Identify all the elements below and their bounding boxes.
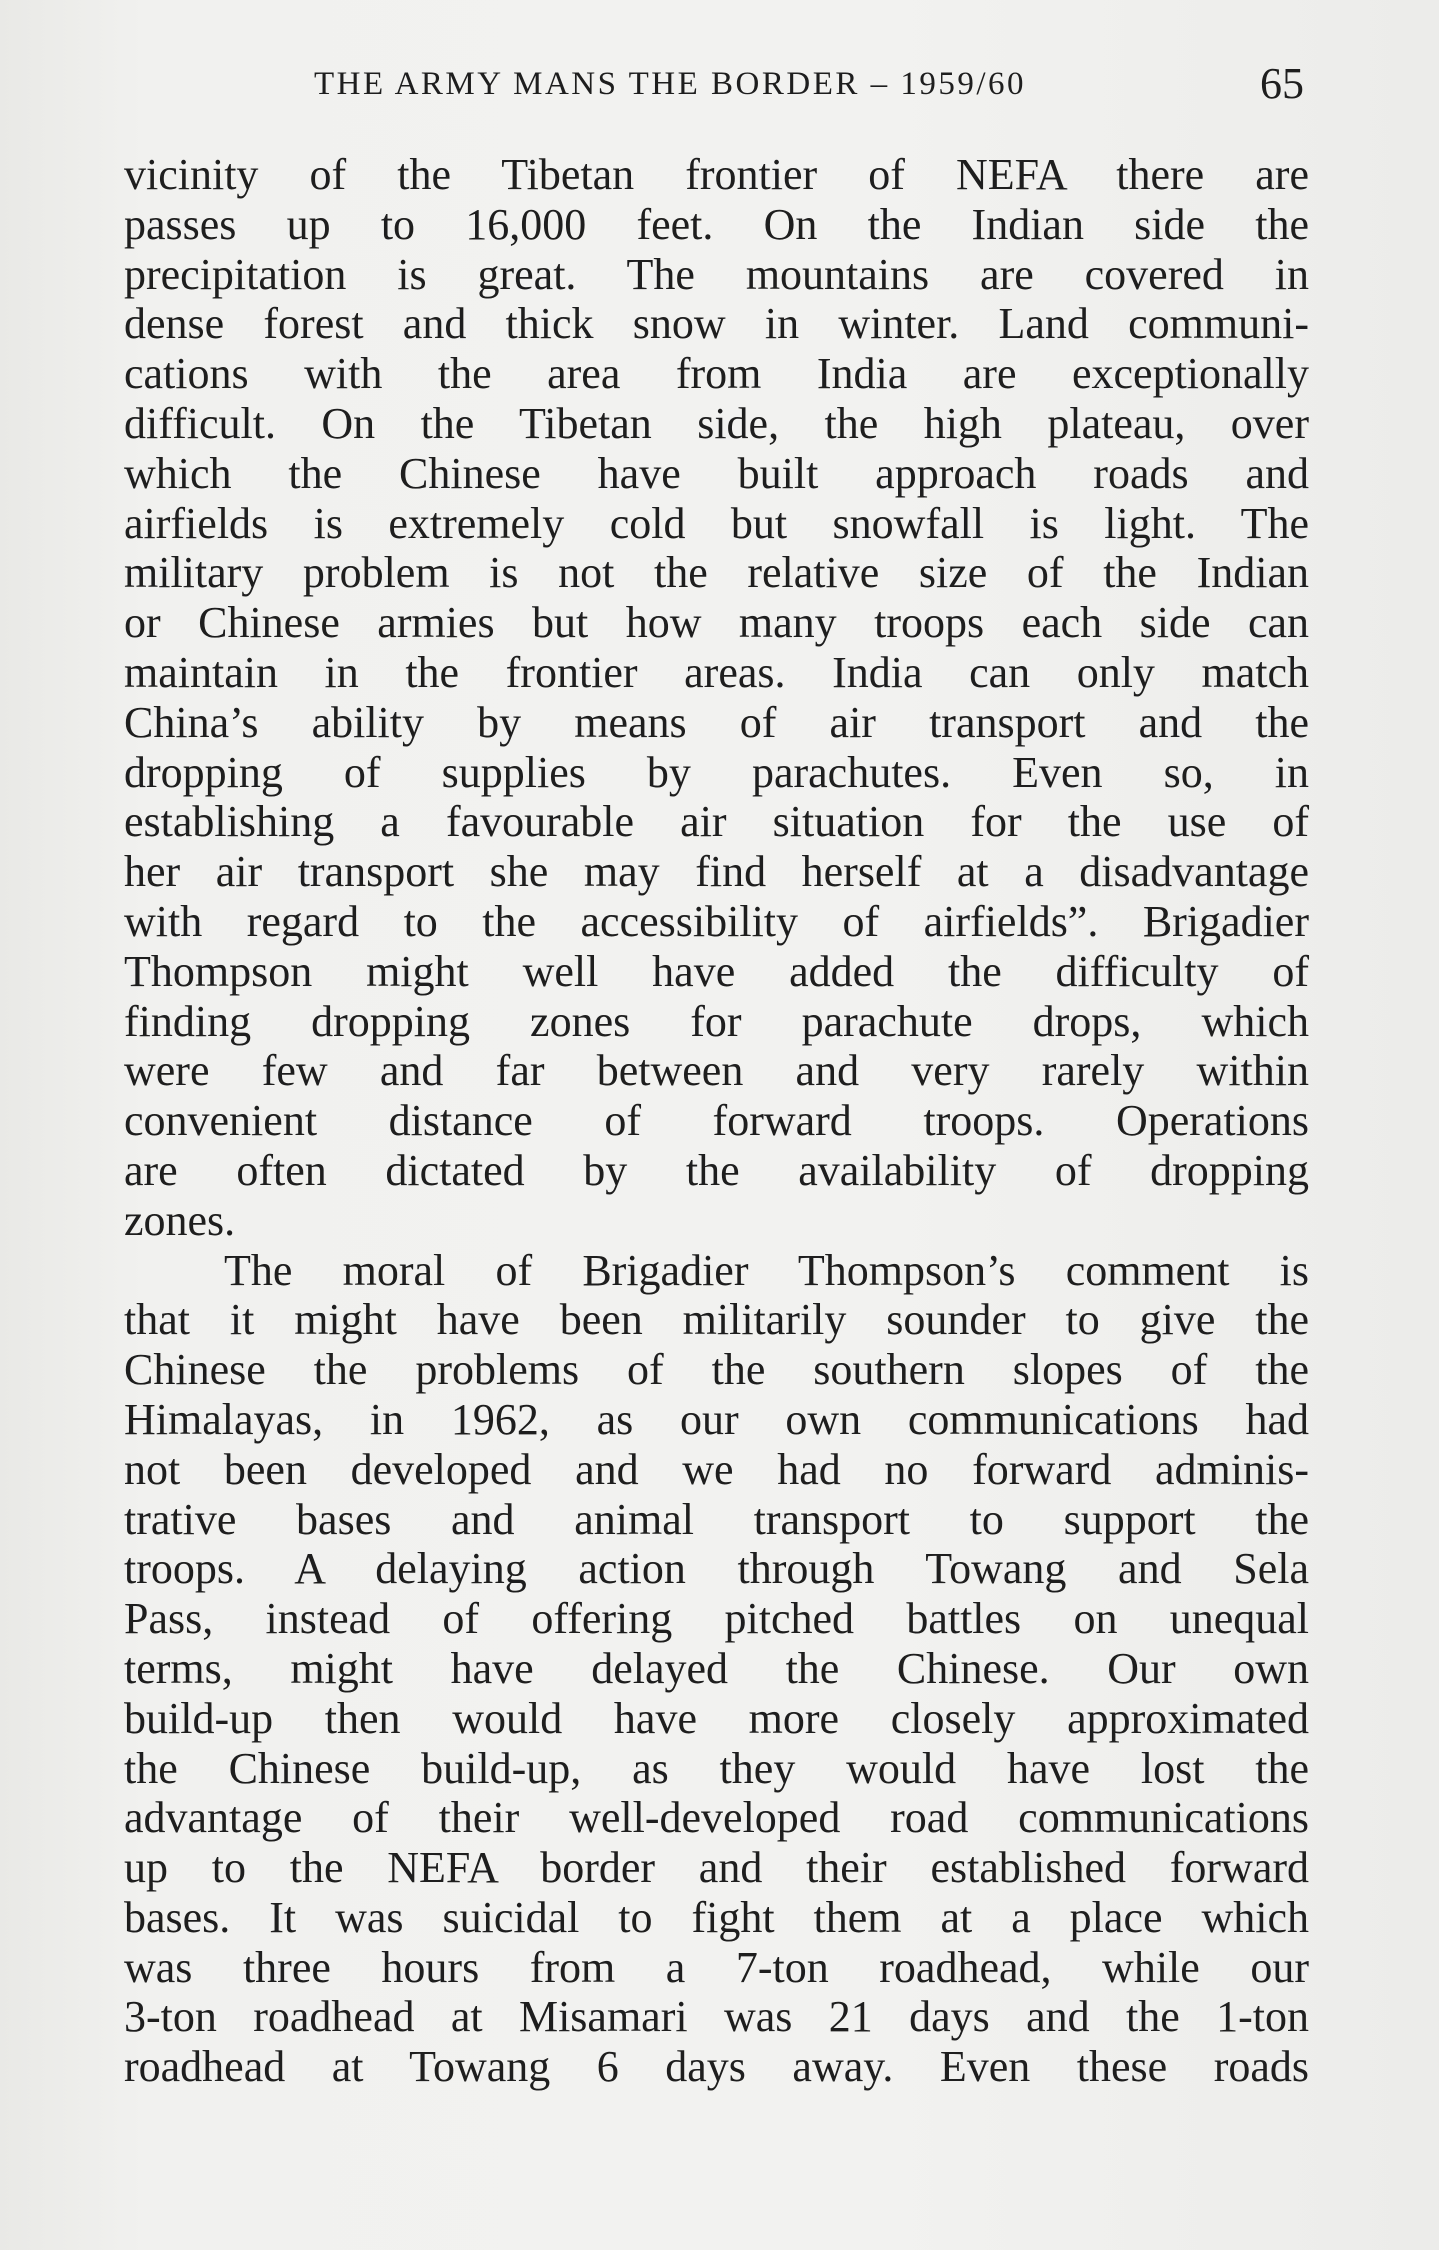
text-line: dropping of supplies by parachutes. Even so, in	[124, 747, 1309, 797]
text-line: cations with the area from India are exceptionally	[124, 349, 1309, 399]
text-line: vicinity of the Tibetan frontier of NEFA there are	[124, 150, 1309, 199]
text-line: roadhead at Towang 6 days away. Even these roads	[124, 2042, 1309, 2092]
text-line: Pass, instead of offering pitched battles on unequal	[124, 1594, 1309, 1644]
text-line: establishing a favourable air situation for the use of	[124, 797, 1309, 847]
text-line: were few and far between and very rarely within	[124, 1046, 1309, 1096]
paragraph	[124, 150, 1309, 1246]
text-line: Thompson might well have added the difficulty of	[124, 946, 1309, 996]
text-line: convenient distance of forward troops. Operations	[124, 1096, 1309, 1146]
text-line: are often dictated by the availability of dropping	[124, 1145, 1309, 1195]
text-line: that it might have been militarily sounder to give the	[124, 1295, 1309, 1345]
text-line: the Chinese build-up, as they would have lost the	[124, 1743, 1309, 1793]
text-line: military problem is not the relative size of the Indian	[124, 548, 1309, 598]
text-line: her air transport she may find herself at a disadvantage	[124, 847, 1309, 897]
text-line: 3-ton roadhead at Misamari was 21 days and the 1-ton	[124, 1992, 1309, 2042]
body-text	[124, 150, 1309, 2092]
text-line: passes up to 16,000 feet. On the Indian side the	[124, 199, 1309, 249]
text-line: maintain in the frontier areas. India can only match	[124, 647, 1309, 697]
text-line: advantage of their well-developed road communications	[124, 1793, 1309, 1843]
text-line: trative bases and animal transport to support the	[124, 1494, 1309, 1544]
running-title: THE ARMY MANS THE BORDER – 1959/60	[314, 66, 1027, 102]
text-line: Himalayas, in 1962, as our own communications had	[124, 1394, 1309, 1444]
text-line: The moral of Brigadier Thompson’s comment is	[224, 1245, 1309, 1295]
text-line: dense forest and thick snow in winter. Land communi-	[124, 299, 1309, 349]
text-line: was three hours from a 7-ton roadhead, while our	[124, 1942, 1309, 1992]
text-line: not been developed and we had no forward adminis-	[124, 1444, 1309, 1494]
text-line: troops. A delaying action through Towang and Sela	[124, 1544, 1309, 1594]
text-line: difficult. On the Tibetan side, the high plateau, over	[124, 398, 1309, 448]
text-line: which the Chinese have built approach roads and	[124, 448, 1309, 498]
running-head	[124, 58, 1304, 108]
text-line: or Chinese armies but how many troops each side can	[124, 598, 1309, 648]
text-line: China’s ability by means of air transport and the	[124, 697, 1309, 747]
paragraph	[124, 1246, 1309, 2093]
text-line: bases. It was suicidal to fight them at a place which	[124, 1892, 1309, 1942]
text-line: precipitation is great. The mountains are covered in	[124, 249, 1309, 299]
text-line: terms, might have delayed the Chinese. Our own	[124, 1643, 1309, 1693]
text-line: finding dropping zones for parachute drops, which	[124, 996, 1309, 1046]
page-number: 65	[1260, 59, 1304, 108]
text-line: with regard to the accessibility of airfields”. Brigadier	[124, 896, 1309, 946]
text-line: up to the NEFA border and their established forward	[124, 1843, 1309, 1893]
text-line: zones.	[124, 1195, 236, 1245]
text-line: airfields is extremely cold but snowfall is light. The	[124, 498, 1309, 548]
text-line: build-up then would have more closely approximated	[124, 1693, 1309, 1743]
text-line: Chinese the problems of the southern slopes of the	[124, 1345, 1309, 1395]
